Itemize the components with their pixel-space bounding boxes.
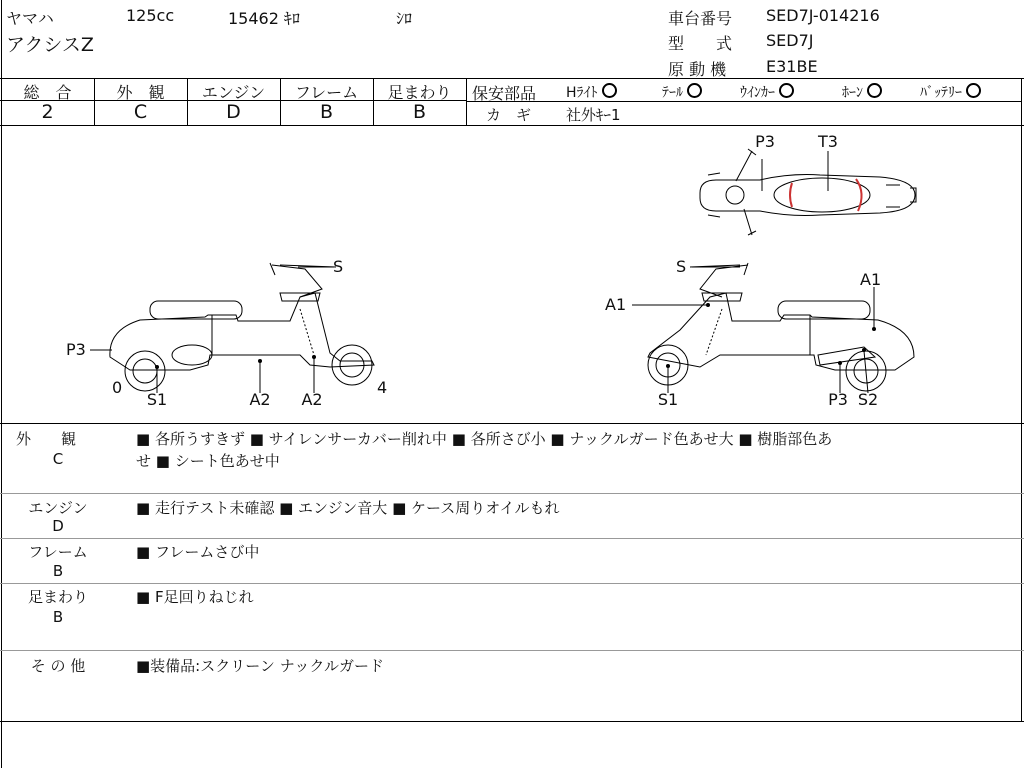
detail-line: ■装備品:スクリーン ナックルガード: [136, 657, 384, 675]
safety-title: 保安部品: [472, 84, 537, 103]
left-label-p3: P3: [66, 340, 86, 359]
detail-label: 足まわり: [27, 588, 88, 606]
safety-item-winker: [740, 82, 794, 102]
scooter-top-view: [700, 149, 916, 235]
detail-label: 外 観: [15, 430, 76, 448]
safety-item-horn: [842, 82, 882, 102]
marker-dot: [872, 327, 876, 331]
marker-dot: [862, 348, 866, 352]
safety-item-tail: [662, 82, 702, 102]
safety-item-headlight: [566, 82, 617, 102]
detail-label: エンジン: [28, 499, 88, 517]
engine-value: E31BE: [766, 57, 818, 76]
right-label-p3: P3: [828, 390, 848, 409]
detail-grade: C: [52, 450, 64, 468]
score-label-frame: フレーム: [294, 83, 359, 102]
safety-item-battery: [920, 82, 981, 102]
right-label-a1-front: A1: [605, 295, 627, 314]
marker-dot: [258, 359, 262, 363]
score-value-engine: D: [226, 101, 241, 123]
detail-grade: B: [52, 608, 64, 626]
detail-line: ■ フレームさび中: [136, 543, 260, 561]
scooter-left-view: [90, 263, 374, 393]
safety-item-label: ﾃｰﾙ: [662, 85, 683, 101]
safety-item-label: ｳｲﾝｶｰ: [740, 85, 775, 101]
divider-detail-2: [0, 538, 1024, 539]
detail-line: ■ 走行テスト未確認 ■ エンジン音大 ■ ケース周りオイルもれ: [136, 499, 560, 517]
divider-bottom: [0, 721, 1024, 722]
type-label: 型 式: [668, 34, 733, 53]
marker-dot: [666, 364, 670, 368]
right-label-a1-rear: A1: [860, 270, 882, 289]
right-label-s1: S1: [657, 390, 679, 409]
marker-dot: [312, 355, 316, 359]
score-label-exterior: 外 観: [116, 83, 165, 102]
score-value-exterior: C: [133, 101, 148, 123]
engine-label: 原 動 機: [668, 60, 727, 79]
left-label-zero: 0: [112, 378, 123, 397]
mileage: 15462 ｷﾛ: [228, 9, 300, 28]
right-label-s2: S2: [857, 390, 879, 409]
divider-detail-1: [0, 493, 1024, 494]
damage-diagram: [0, 125, 1024, 423]
ok-circle-icon: [966, 83, 981, 98]
divider-diagram: [0, 423, 1024, 424]
top-label-p3: P3: [755, 132, 775, 151]
detail-grade: D: [52, 517, 64, 535]
score-label-overall: 総 合: [23, 83, 72, 102]
safety-item-label: Hﾗｲﾄ: [566, 85, 598, 101]
score-label-suspension: 足まわり: [387, 83, 452, 102]
left-label-a2-rear: A2: [301, 390, 323, 409]
left-label-four: 4: [377, 378, 388, 397]
marker-dot: [838, 361, 842, 365]
detail-line: ■ 各所うすきず ■ サイレンサーカバー削れ中 ■ 各所さび小 ■ ナックルガード色あせ大 ■ 樹脂部色あ: [136, 430, 833, 448]
left-label-a2-front: A2: [249, 390, 271, 409]
marker-dot: [706, 303, 710, 307]
score-value-overall: 2: [41, 101, 54, 123]
score-label-engine: エンジン: [201, 83, 266, 102]
ok-circle-icon: [867, 83, 882, 98]
left-label-s1: S1: [146, 390, 168, 409]
frame-number: SED7J-014216: [766, 6, 880, 25]
model-name: アクシスZ: [6, 34, 94, 56]
top-label-t3: T3: [818, 132, 838, 151]
detail-line: せ ■ シート色あせ中: [136, 452, 280, 470]
detail-label: フレーム: [28, 543, 88, 561]
detail-label: そ の 他: [30, 657, 86, 675]
key-label: カ ギ: [486, 106, 532, 124]
ok-circle-icon: [687, 83, 702, 98]
key-value: 社外ｷｰ1: [566, 106, 621, 124]
detail-grade: B: [52, 562, 64, 580]
safety-item-label: ﾎｰﾝ: [842, 85, 863, 101]
displacement: 125cc: [126, 6, 175, 25]
divider-header: [0, 78, 1024, 79]
type-value: SED7J: [766, 31, 814, 50]
left-label-s: S: [333, 257, 344, 276]
ok-circle-icon: [779, 83, 794, 98]
color: ｼﾛ: [396, 9, 413, 28]
frame-label: 車台番号: [668, 9, 733, 28]
right-label-s: S: [676, 257, 687, 276]
score-value-frame: B: [319, 101, 334, 123]
maker: ヤマハ: [6, 9, 54, 28]
safety-item-label: ﾊﾞｯﾃﾘｰ: [920, 85, 962, 101]
divider-detail-3: [0, 583, 1024, 584]
detail-line: ■ F足回りねじれ: [136, 588, 254, 606]
ok-circle-icon: [602, 83, 617, 98]
divider-detail-4: [0, 650, 1024, 651]
score-value-suspension: B: [412, 101, 427, 123]
marker-dot: [155, 365, 159, 369]
